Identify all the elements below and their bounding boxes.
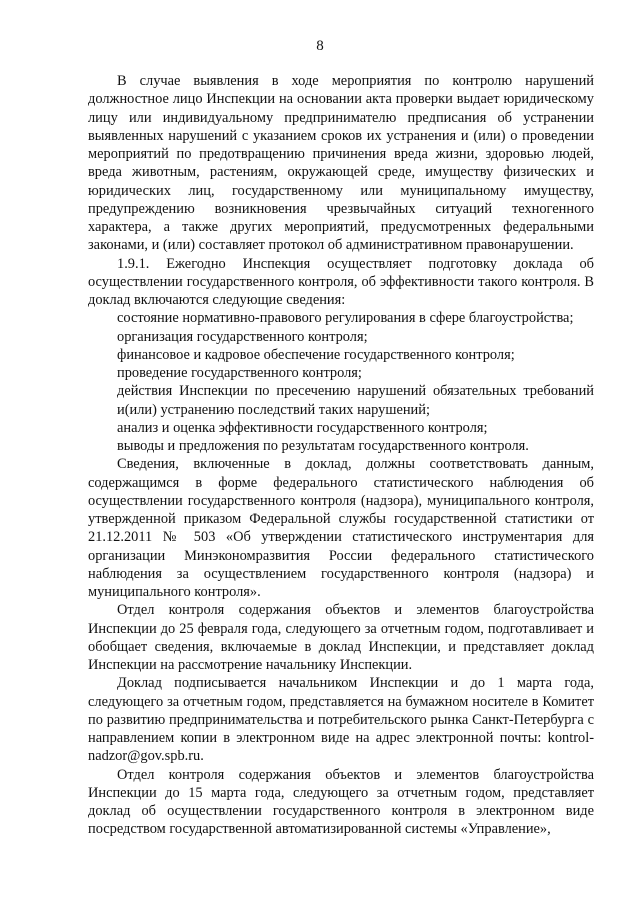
paragraph-statistical-form: Сведения, включенные в доклад, должны соответствовать данным, содержащимся в форме федерального статистического наблюдения об осуществлении государственного контроля (надзора), муниципального контроля, утвержденной приказом Федеральной службы государственной статистики от 21.12.2011 № 503 «Об утверждении статистического инструментария для организации Минэкономразвития России федерального статистического наблюдения за осуществлением государственного контроля (надзора) и муниципального контроля». bbox=[88, 456, 594, 600]
list-item: выводы и предложения по результатам государственного контроля. bbox=[117, 438, 529, 454]
paragraph-annual-report: 1.9.1. Ежегодно Инспекция осуществляет подготовку доклада об осуществлении государственного контроля, об эффективности такого контроля. В доклад включаются следующие сведения: bbox=[88, 255, 594, 308]
list-item: проведение государственного контроля; bbox=[117, 365, 362, 381]
paragraph-report-signing: Доклад подписывается начальником Инспекции и до 1 марта года, следующего за отчетным годом, представляется на бумажном носителе в Комитет по развитию предпринимательства и потребительского рынка Санкт-Петербурга с направлением копии в электронном виде на адрес электронной почты: kontrol-nadzor@gov.spb.ru. bbox=[88, 675, 594, 765]
document-body bbox=[88, 72, 594, 839]
paragraph-violations-order: В случае выявления в ходе мероприятия по контролю нарушений должностное лицо Инспекции на основании акта проверки выдает юридическому лицу или индивидуальному предпринимателю предписания об устранении выявленных нарушений с указанием сроков их устранения и (или) о проведении мероприятий по предотвращению причинения вреда жизни, здоровью людей, вреда животным, растениям, окружающей среде, имуществу физических и юридических лиц, государственному или муниципальному имуществу, предупреждению возникновения чрезвычайных ситуаций техногенного характера, а также других мероприятий, предусмотренных федеральными законами, и (или) составляет протокол об административном правонарушении. bbox=[88, 73, 594, 254]
list-item: анализ и оценка эффективности государственного контроля; bbox=[117, 419, 488, 436]
page-number: 8 bbox=[316, 38, 324, 54]
list-item: состояние нормативно-правового регулирования в сфере благоустройства; bbox=[117, 310, 574, 327]
paragraph-electronic-submission: Отдел контроля содержания объектов и элементов благоустройства Инспекции до 15 марта года, следующего за отчетным годом, представляет доклад об осуществлении государственного контроля в электронном виде посредством государственной автоматизированной системы «Управление», bbox=[88, 766, 594, 838]
list-item: организация государственного контроля; bbox=[117, 328, 368, 345]
list-item: действия Инспекции по пресечению нарушений обязательных требований и(или) устранению последствий таких нарушений; bbox=[117, 383, 594, 418]
paragraph-department-preparation: Отдел контроля содержания объектов и элементов благоустройства Инспекции до 25 февраля года, следующего за отчетным годом, подготавливает и обобщает сведения, включаемые в доклад Инспекции, и представляет доклад Инспекции на рассмотрение начальнику Инспекции. bbox=[88, 602, 594, 673]
list-item: финансовое и кадровое обеспечение государственного контроля; bbox=[117, 346, 515, 363]
